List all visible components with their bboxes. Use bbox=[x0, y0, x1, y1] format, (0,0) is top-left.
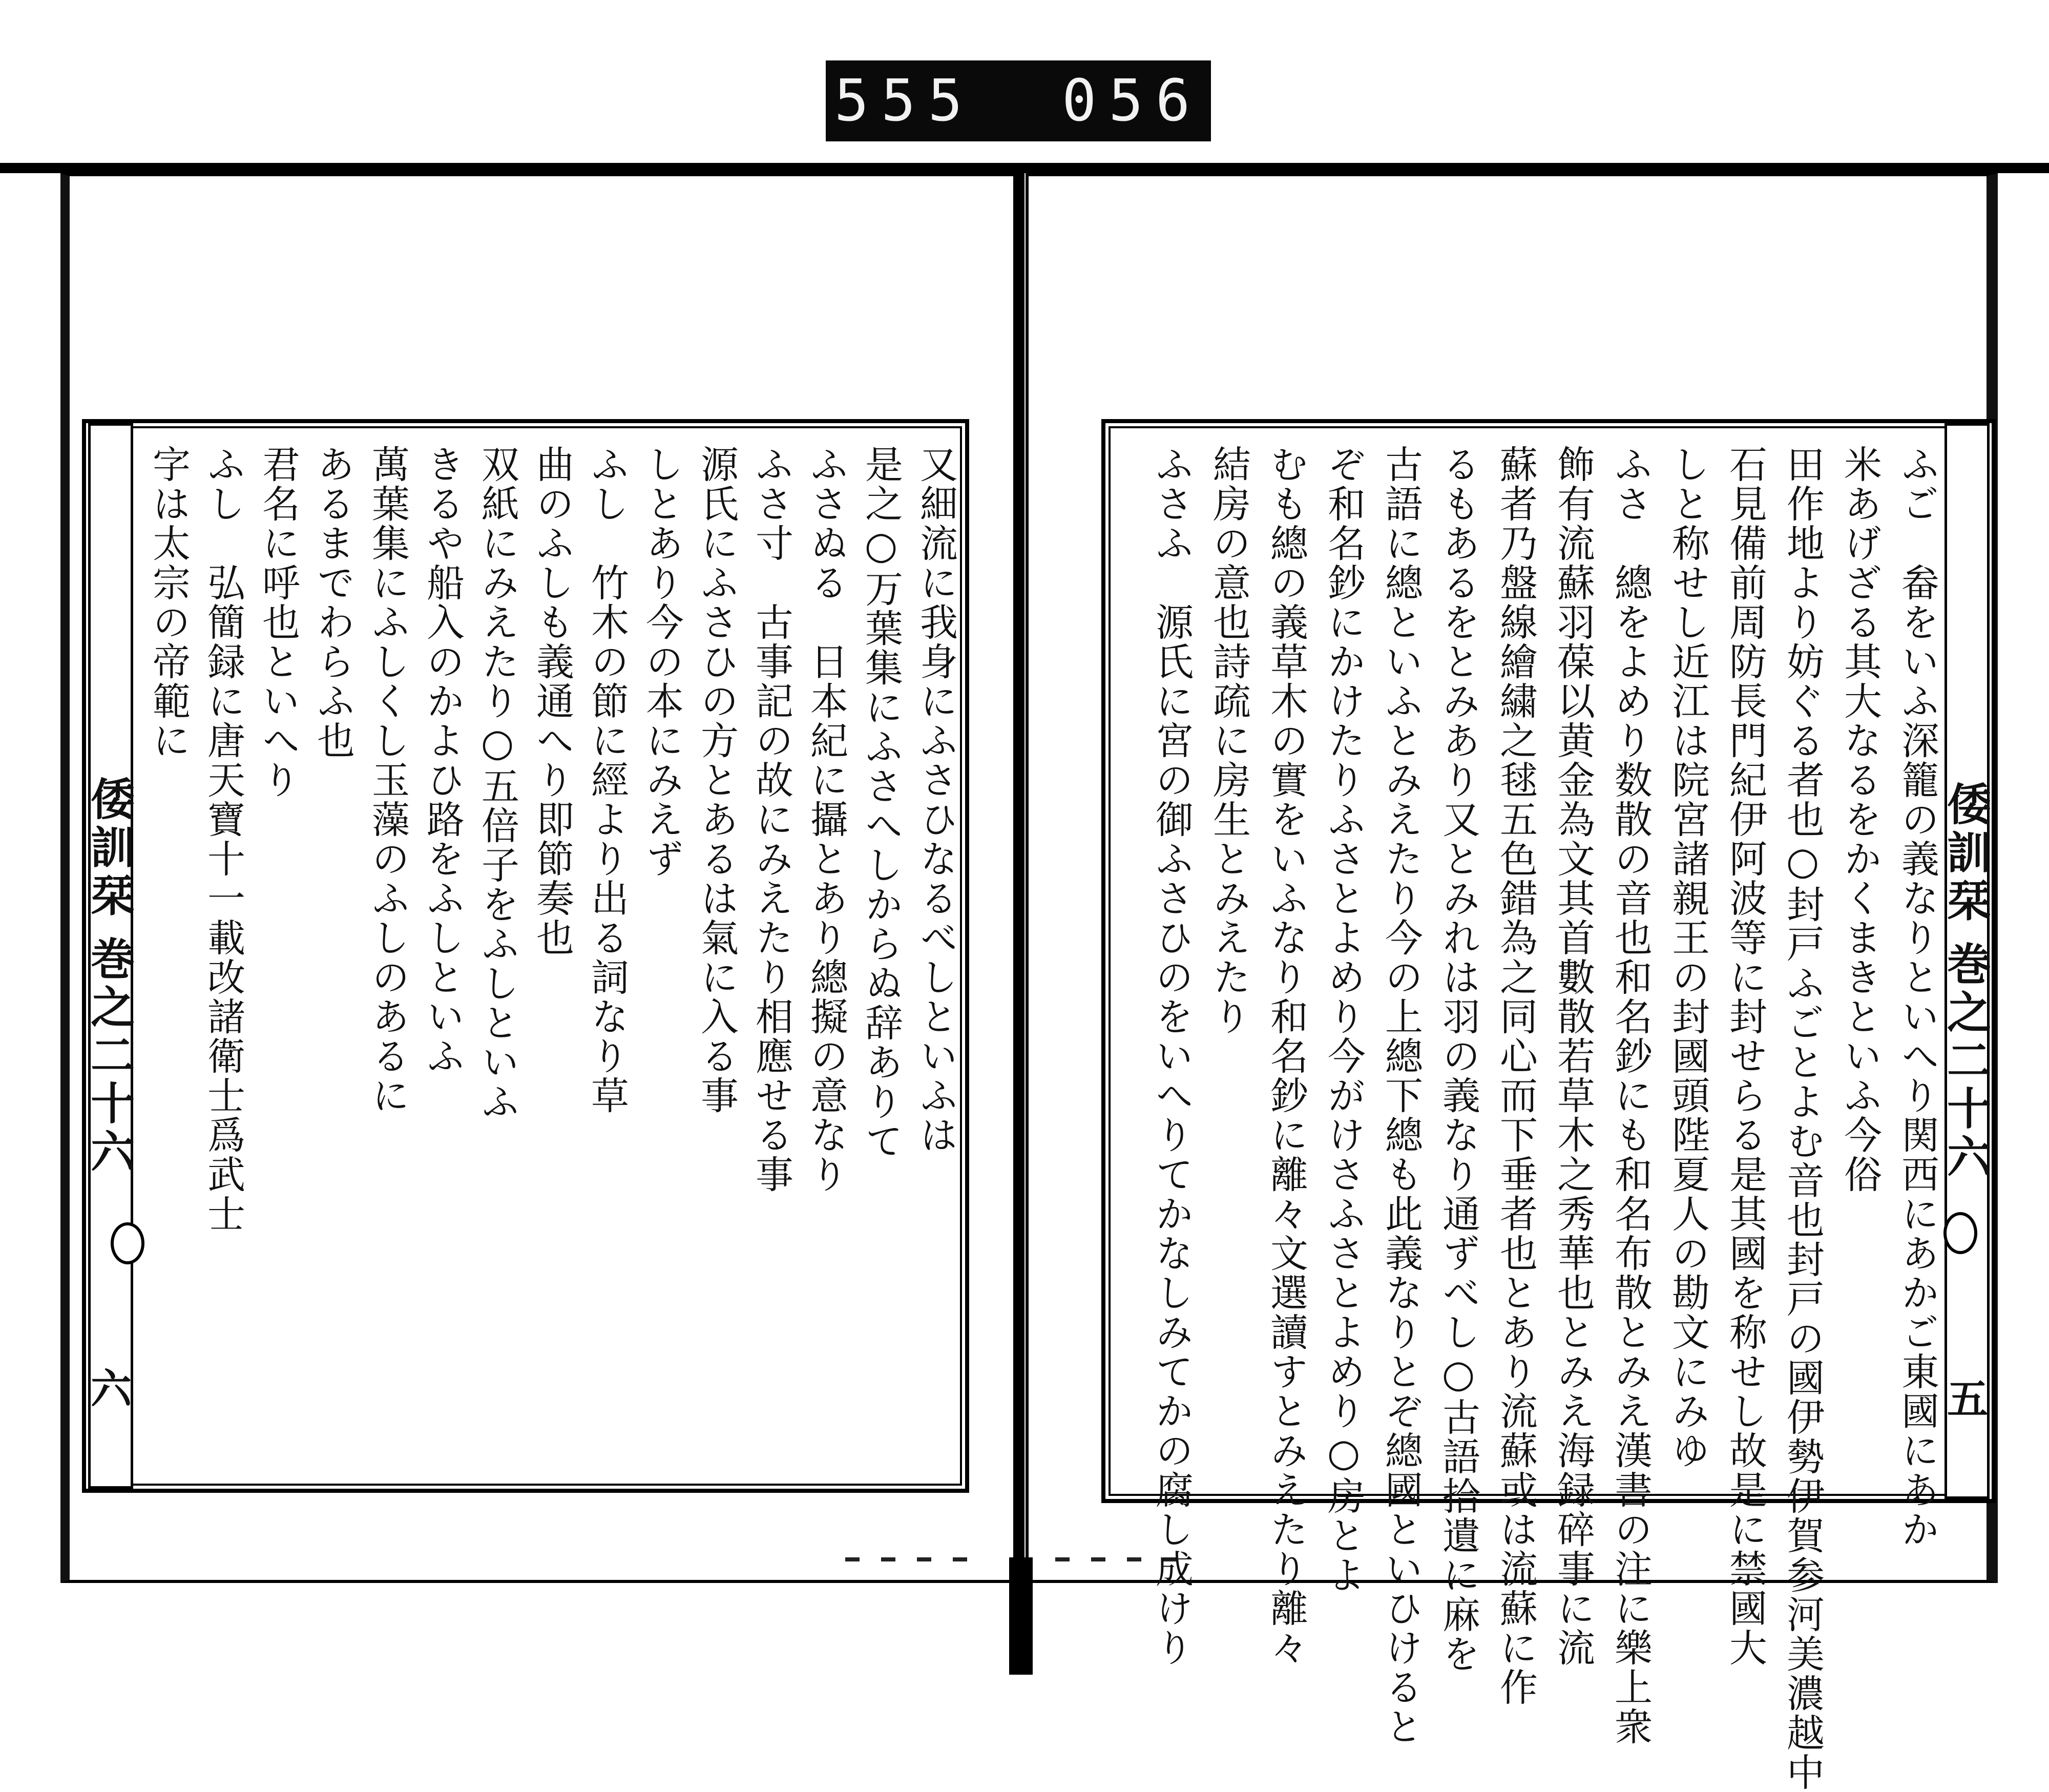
left-gutter-title bbox=[83, 423, 136, 1489]
right-column-5: しと称せし近江は院宮諸親王の封國頭陛夏人の勘文にみゆ bbox=[1666, 445, 1710, 1470]
right-column-4: 石見備前周防長門紀伊阿波等に封せらる是其國を称せし故是に禁國大 bbox=[1723, 445, 1767, 1668]
left-column-9: 双紙にみえたり○五倍子をふしといふ bbox=[475, 445, 519, 1121]
right-column-6: ふさ 總をよめり数散の音也和名鈔にも和名布散とみえ漢書の注に樂上衆 bbox=[1608, 445, 1653, 1746]
right-gutter-volume: 巻之二十六 bbox=[1939, 941, 1991, 1182]
right-column-9: るもあるをとみあり又とみれは羽の義なり通ずべし○古語拾遺に麻を bbox=[1436, 445, 1480, 1674]
left-column-15: 字は太宗の帝範に bbox=[147, 445, 191, 760]
left-column-10: きるや船入のかよひ路をふしといふ bbox=[421, 445, 465, 1076]
right-column-2: 米あげざる其大なるをかくまきといふ今俗 bbox=[1838, 445, 1882, 1194]
right-column-12: むも總の義草木の實をいふなり和名鈔に離々文選讀すとみえたり離々 bbox=[1264, 445, 1308, 1668]
left-gutter-volume: 巻之二十六 bbox=[83, 936, 135, 1177]
left-text-frame bbox=[82, 419, 969, 1493]
left-column-5: 源氏にふさひの方とあるは氣に入る事 bbox=[695, 445, 739, 1115]
right-gutter-page-number: 五 bbox=[1947, 1375, 1992, 1423]
right-gutter-book-title: 倭訓栞 bbox=[1939, 781, 1991, 926]
left-column-12: あるまでわらふ也 bbox=[311, 445, 355, 760]
fold-dash bbox=[845, 1557, 860, 1561]
fold-dash bbox=[917, 1557, 931, 1561]
reel-number-label bbox=[826, 60, 1211, 141]
right-column-14: ふさふ 源氏に宮の御ふさひのをいへりてかなしみてかの腐し成けり bbox=[1149, 445, 1194, 1668]
left-column-8: 曲のふしも義通へり即節奏也 bbox=[530, 445, 574, 957]
left-column-2: 是之○万葉集にふさへしからぬ辞ありて bbox=[859, 445, 903, 1161]
left-column-7: ふし 竹木の節に經より出る詞なり草 bbox=[585, 445, 629, 1115]
left-column-4: ふさ寸 古事記の故にみえたり相應せる事 bbox=[749, 445, 793, 1194]
right-column-7: 飾有流蘇羽葆以黄金為文其首數散若草木之秀華也とみえ海録碎事に流 bbox=[1551, 445, 1595, 1668]
right-column-1: ふご 畚をいふ深籠の義なりといへり関西にあかご東國にあか bbox=[1895, 445, 1939, 1549]
right-text-frame bbox=[1101, 419, 1996, 1792]
left-gutter-page-number: 六 bbox=[91, 1365, 136, 1413]
right-column-11: ぞ和名鈔にかけたりふさとよめり今がけさふさとよめり○房とよ bbox=[1322, 445, 1366, 1595]
left-column-3: ふさぬる 日本紀に攝とあり總擬の意なり bbox=[804, 445, 848, 1194]
fold-dash bbox=[1127, 1557, 1141, 1561]
fold-dash bbox=[881, 1557, 895, 1561]
fold-dash bbox=[1055, 1557, 1070, 1561]
fold-dash bbox=[953, 1557, 967, 1561]
right-column-8: 蘇者乃盤線繪繍之毬五色錯為之同心而下垂者也とあり流蘇或は流蘇に作 bbox=[1494, 445, 1538, 1707]
left-gutter-book-title: 倭訓栞 bbox=[83, 776, 135, 921]
left-column-11: 萬葉集にふしくし玉藻のふしのあるに bbox=[366, 445, 410, 1115]
left-column-14: ふし 弘簡録に唐天寶十一載改諸衛士爲武士 bbox=[201, 445, 245, 1234]
fold-dash bbox=[1091, 1557, 1105, 1561]
reel-number-left: 555 bbox=[834, 68, 975, 134]
book-fold bbox=[1013, 163, 1024, 1608]
binding-ring-mark bbox=[1943, 1212, 1977, 1254]
book-fold-tab bbox=[1009, 1557, 1033, 1675]
right-column-10: 古語に總といふとみえたり今の上總下總も此義なりとぞ總國といひけると bbox=[1379, 445, 1423, 1746]
reel-number-right: 056 bbox=[1062, 68, 1203, 134]
right-column-3: 田作地より妨ぐる者也○封戸ふごとよむ音也封戸の國伊勢伊賀参河美濃越中 bbox=[1781, 445, 1825, 1792]
binding-ring-mark bbox=[111, 1222, 144, 1264]
binding-top-line bbox=[0, 163, 2049, 173]
right-gutter-title bbox=[1939, 423, 1992, 1499]
right-column-13: 結房の意也詩疏に房生とみえたり bbox=[1207, 445, 1251, 1036]
left-column-1: 又細流に我身にふさひなるべしといふは bbox=[914, 445, 958, 1155]
left-column-6: しとあり今の本にみえず bbox=[640, 445, 684, 879]
left-column-13: 君名に呼也といへり bbox=[256, 445, 300, 800]
